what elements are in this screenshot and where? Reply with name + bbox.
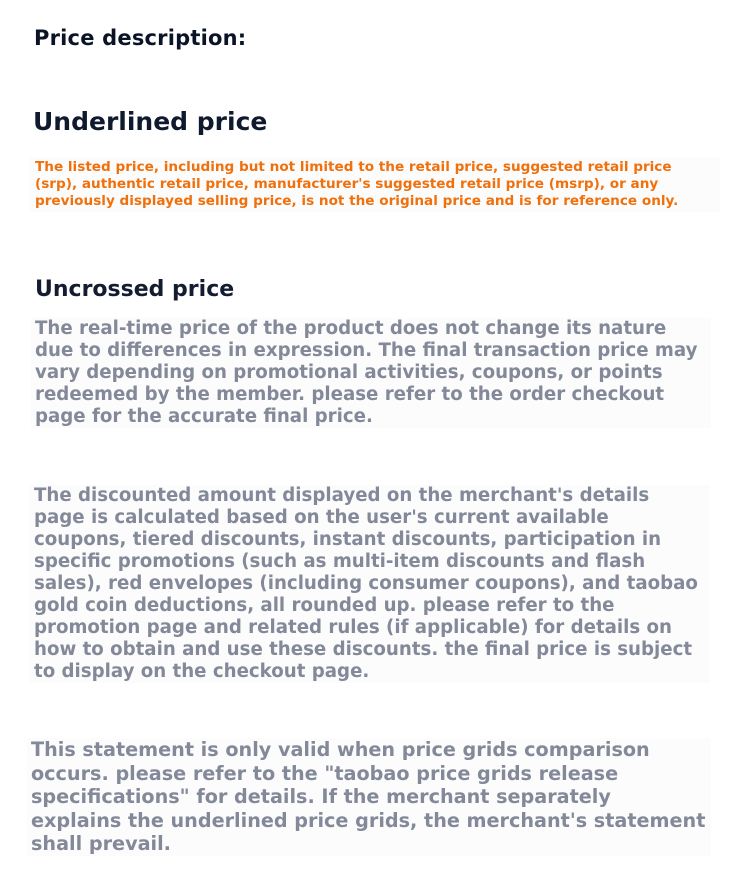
discount-amount-paragraph: The discounted amount displayed on the merchant's details page is calculated based on the user's current available coupons, tiered discounts, instant discounts, participation in specific promotions (such as multi-item discounts and flash sales), red envelopes (including consumer coupons), and taobao gold coin deductions, all rounded up. please refer to the promotion page and related rules (if applicable) for details on how to obtain and use these discounts. the final price is subject to display on the checkout page. xyxy=(30,485,710,683)
uncrossed-price-heading: Uncrossed price xyxy=(35,277,235,302)
page-title: Price description: xyxy=(34,26,247,50)
realtime-price-paragraph: The real-time price of the product does not change its nature due to differences in expression. The final transaction price may vary depending on promotional activities, coupons, or points redeemed by the member. please refer to the order checkout page for the accurate final price. xyxy=(31,318,711,428)
underlined-price-description: The listed price, including but not limited to the retail price, suggested retail price (srp), authentic retail price, manufacturer's suggested retail price (msrp), or any previously displayed selling price, is not the original price and is for reference only. xyxy=(30,157,720,212)
underlined-price-heading: Underlined price xyxy=(33,107,268,136)
statement-paragraph: This statement is only valid when price grids comparison occurs. please refer to the "taobao price grids release specifications" for details. If the merchant separately explains the underlined price grids, the merchant's statement shall prevail. xyxy=(27,738,711,856)
